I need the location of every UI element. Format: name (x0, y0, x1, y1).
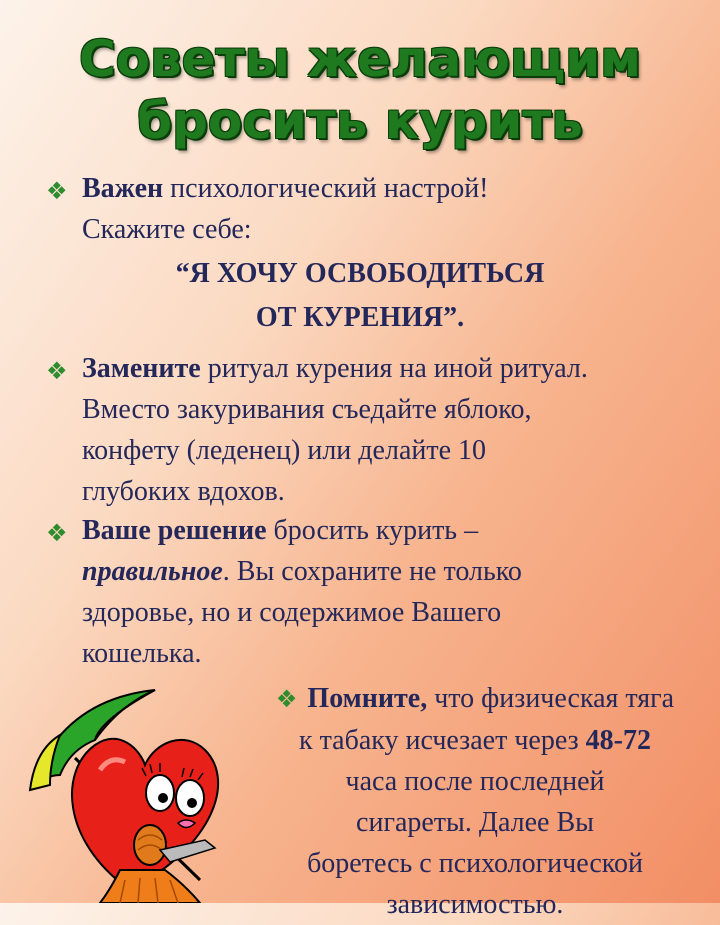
tip-4-line5: боретесь с психологической (307, 848, 643, 879)
heart-mascot-illustration (0, 680, 250, 903)
quote-line-2: ОТ КУРЕНИЯ”. (255, 302, 465, 333)
tip-2-text: ритуал курения на иной ритуал. (200, 353, 588, 384)
tip-4-line4: сигареты. Далее Вы (356, 807, 594, 838)
tip-1 (82, 168, 702, 250)
tip-3-text2: . Вы сохраните не только (222, 556, 522, 587)
tip-2-line2: Вместо закуривания съедайте яблоко, (82, 394, 532, 425)
tip-4-bold: Помните, (307, 683, 428, 714)
tip-3-line4: кошелька. (82, 638, 202, 669)
tip-4-hours: 48-72 (585, 725, 651, 756)
tip-4-line3: часа после последней (345, 766, 605, 797)
page-title (0, 28, 720, 152)
diamond-bullet-icon: ❖ (46, 357, 68, 385)
diamond-bullet-icon: ❖ (46, 177, 68, 205)
title-line-2: бросить курить (137, 92, 583, 150)
tip-2-bold: Замените (82, 353, 201, 384)
diamond-bullet-icon: ❖ (46, 519, 68, 547)
tip-3-line3: здоровье, но и содержимое Вашего (82, 597, 502, 628)
tip-1-line2: Скажите себе: (82, 214, 252, 245)
tip-2 (82, 348, 712, 512)
tip-2-line4: глубоких вдохов. (82, 476, 285, 507)
tip-3-bolditalic: правильное (82, 556, 223, 587)
diamond-bullet-icon: ❖ (275, 685, 298, 713)
tip-4-line2a: к табаку исчезает через (298, 725, 586, 756)
tip-2-line3: конфету (леденец) или делайте 10 (82, 435, 487, 466)
tip-4-line6: зависимостью. (386, 889, 564, 920)
tip-4 (240, 678, 710, 925)
tip-1-text: психологический настрой! (163, 173, 489, 204)
tip-3 (82, 510, 702, 674)
quote-line-1: “Я ХОЧУ ОСВОБОДИТЬСЯ (175, 258, 545, 289)
tip-1-bold: Важен (82, 173, 164, 204)
tip-4-text: что физическая тяга (427, 683, 675, 714)
quote (0, 252, 720, 340)
tip-3-text: бросить курить – (266, 515, 479, 546)
title-line-1: Советы желающим (78, 30, 641, 88)
tip-3-bold: Ваше решение (82, 515, 267, 546)
